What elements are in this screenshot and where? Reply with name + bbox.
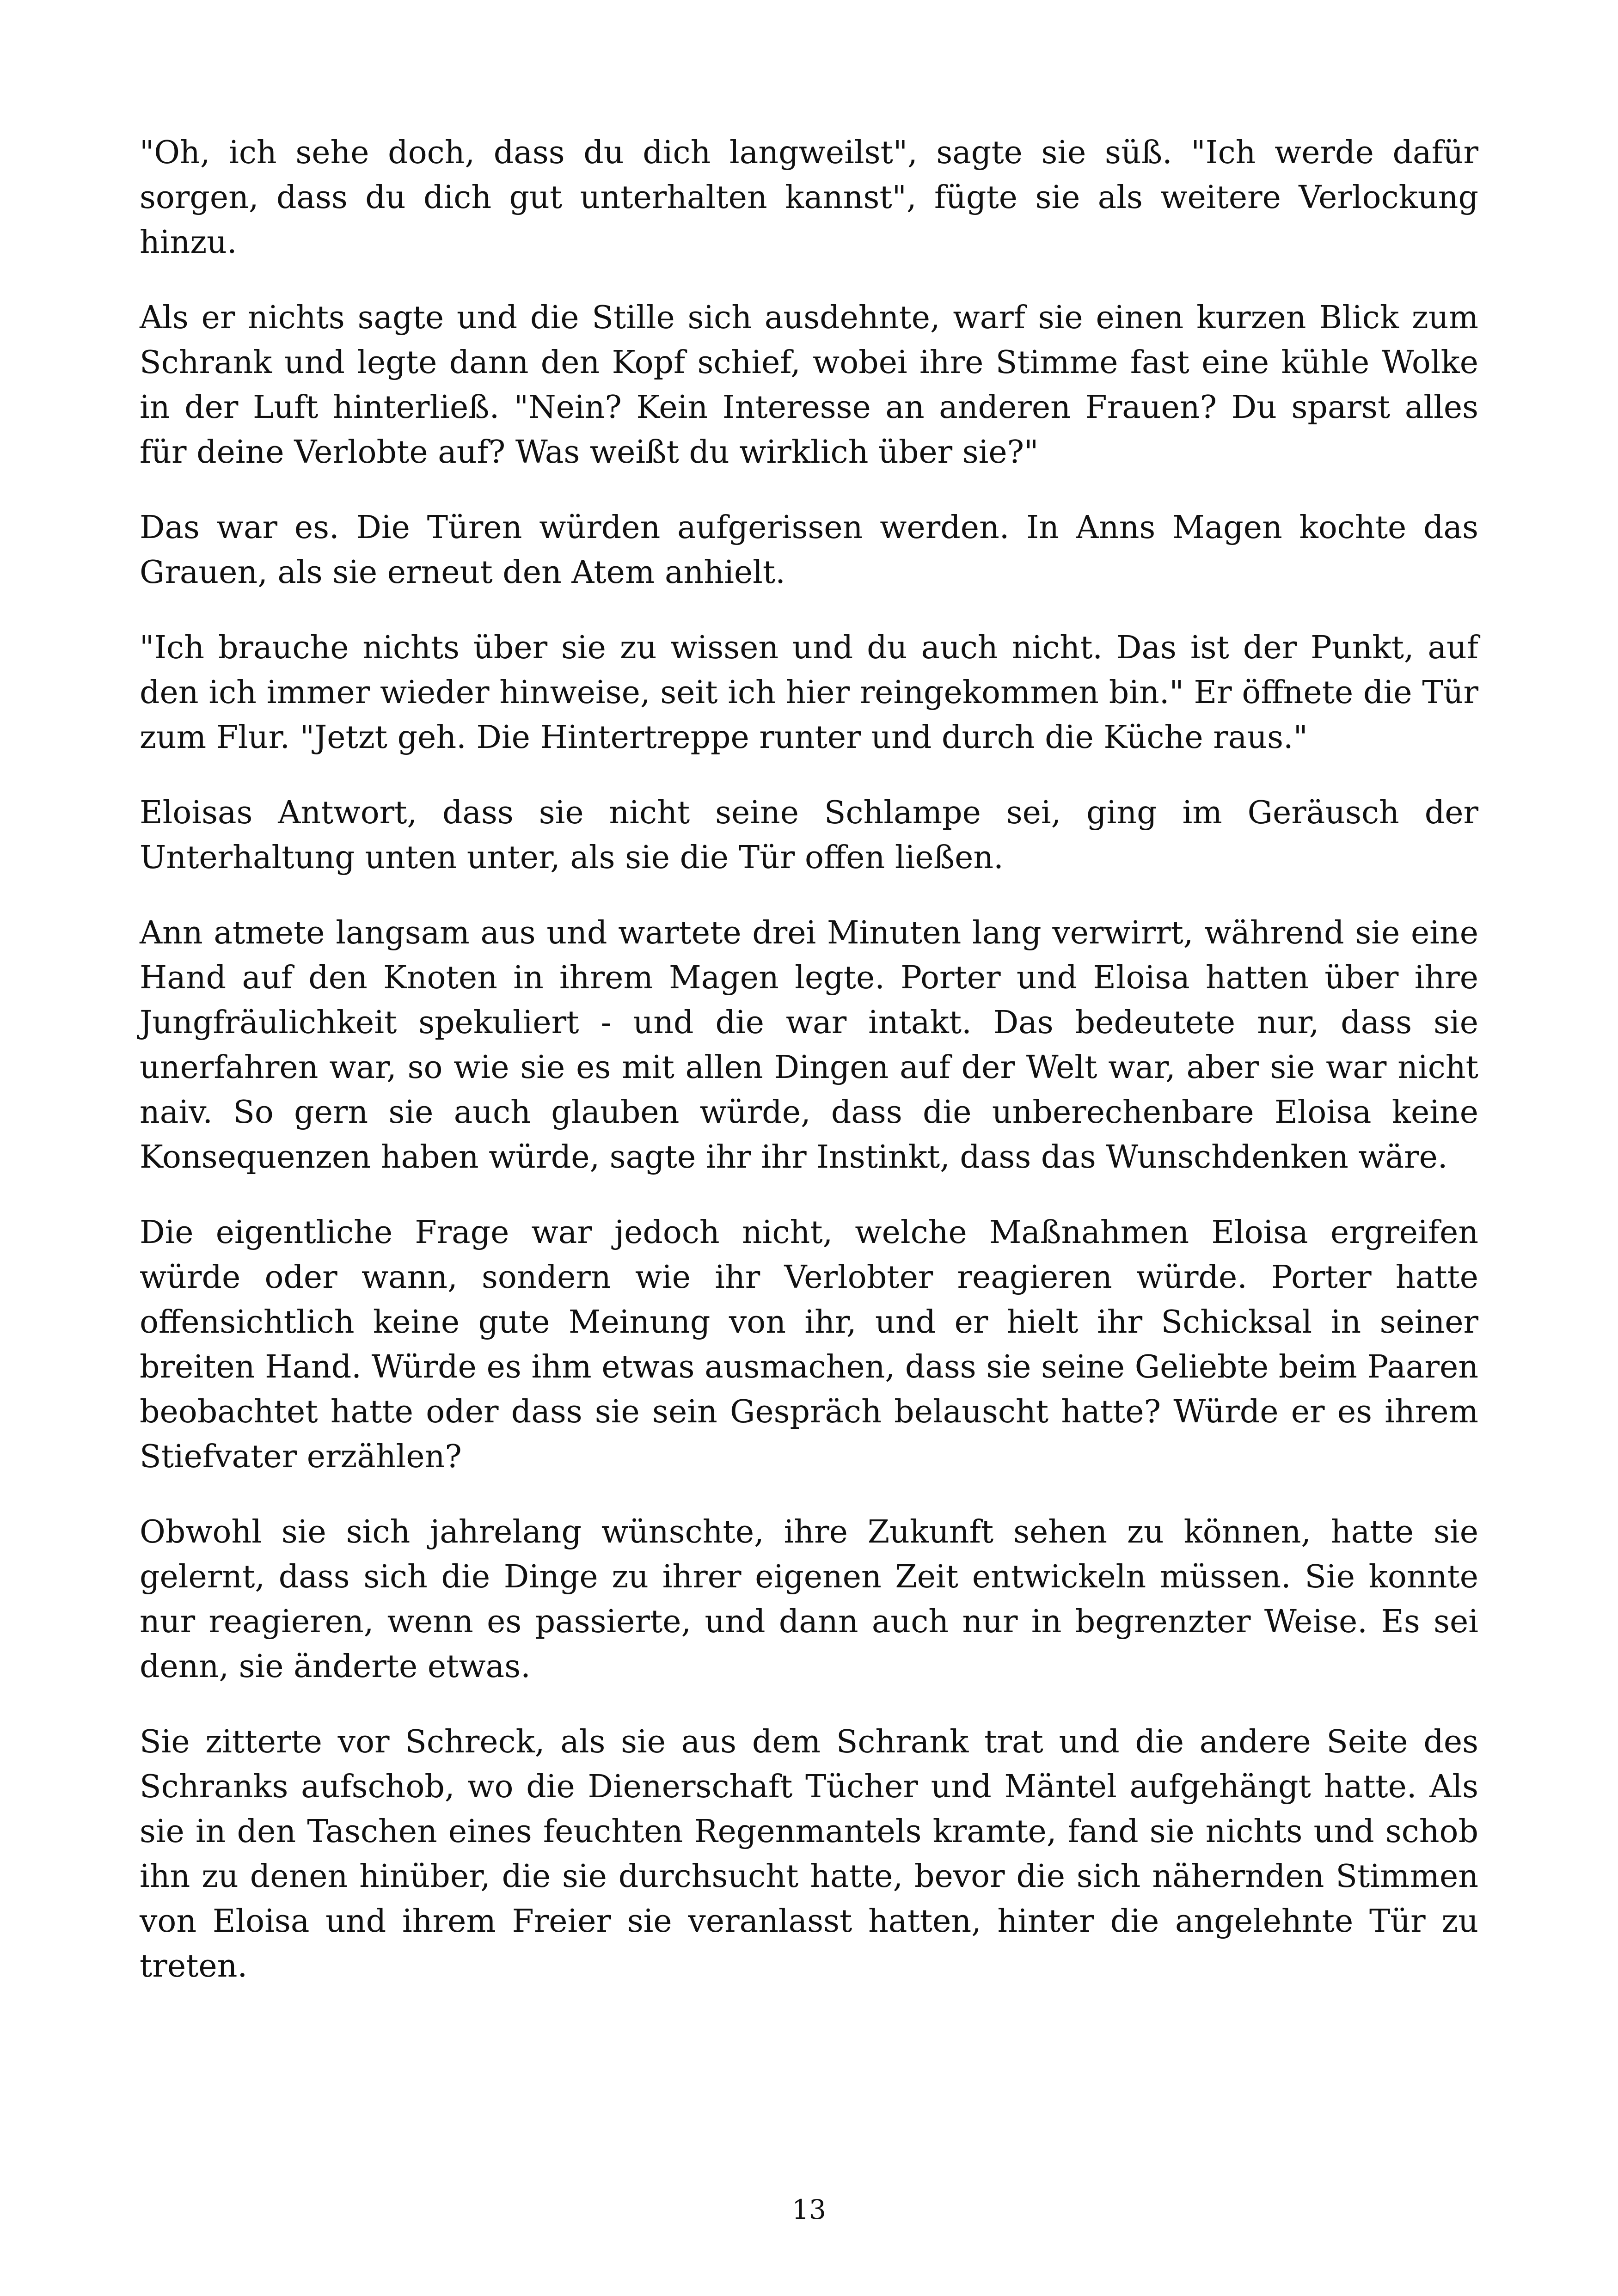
page-number: 13 bbox=[792, 2194, 826, 2225]
paragraph-7: Die eigentliche Frage war jedoch nicht, welche Maßnahmen Eloisa ergreifen würde oder wann, sondern wie ihr Verlobter reagieren würde. Porter hatte offensichtlich keine gute Meinung von ihr, und er hielt ihr Schicksal in seiner breiten Hand. Würde es ihm etwas ausmachen, dass sie seine Geliebte beim Paaren beobachtet hatte oder dass sie sein Gespräch belauscht hatte? Würde er es ihrem Stiefvater erzählen? bbox=[140, 1214, 1478, 1475]
paragraph-5: Eloisas Antwort, dass sie nicht seine Schlampe sei, ging im Geräusch der Unterhaltung unten unter, als sie die Tür offen ließen. bbox=[140, 795, 1478, 876]
paragraph-9: Sie zitterte vor Schreck, als sie aus dem Schrank trat und die andere Seite des Schranks aufschob, wo die Dienerschaft Tücher und Mäntel aufgehängt hatte. Als sie in den Taschen eines feuchten Regenmantels kramte, fand sie nichts und schob ihn zu denen hinüber, die sie durchsucht hatte, bevor die sich nähernden Stimmen von Eloisa und ihrem Freier sie veranlasst hatten, hinter die angelehnte Tür zu treten. bbox=[140, 1724, 1478, 1984]
paragraph-3: Das war es. Die Türen würden aufgerissen werden. In Anns Magen kochte das Grauen, als sie erneut den Atem anhielt. bbox=[140, 509, 1478, 591]
paragraph-4: "Ich brauche nichts über sie zu wissen und du auch nicht. Das ist der Punkt, auf den ich immer wieder hinweise, seit ich hier reingekommen bin." Er öffnete die Tür zum Flur. "Jetzt geh. Die Hintertreppe runter und durch die Küche raus." bbox=[140, 630, 1478, 756]
paragraph-1: "Oh, ich sehe doch, dass du dich langweilst", sagte sie süß. "Ich werde dafür sorgen, dass du dich gut unterhalten kannst", fügte sie als weitere Verlockung hinzu. bbox=[140, 135, 1478, 261]
paragraph-2: Als er nichts sagte und die Stille sich ausdehnte, warf sie einen kurzen Blick zum Schrank und legte dann den Kopf schief, wobei ihre Stimme fast eine kühle Wolke in der Luft hinterließ. "Nein? Kein Interesse an anderen Frauen? Du sparst alles für deine Verlobte auf? Was weißt du wirklich über sie?" bbox=[140, 300, 1478, 471]
paragraph-8: Obwohl sie sich jahrelang wünschte, ihre Zukunft sehen zu können, hatte sie gelernt, dass sich die Dinge zu ihrer eigenen Zeit entwickeln müssen. Sie konnte nur reagieren, wenn es passierte, und dann auch nur in begrenzter Weise. Es sei denn, sie änderte etwas. bbox=[140, 1514, 1478, 1685]
body-text bbox=[140, 130, 1478, 2019]
paragraph-6: Ann atmete langsam aus und wartete drei Minuten lang verwirrt, während sie eine Hand auf den Knoten in ihrem Magen legte. Porter und Eloisa hatten über ihre Jungfräulichkeit spekuliert - und die war intakt. Das bedeutete nur, dass sie unerfahren war, so wie sie es mit allen Dingen auf der Welt war, aber sie war nicht naiv. So gern sie auch glauben würde, dass die unberechenbare Eloisa keine Konsequenzen haben würde, sagte ihr ihr Instinkt, dass das Wunschdenken wäre. bbox=[140, 915, 1478, 1176]
